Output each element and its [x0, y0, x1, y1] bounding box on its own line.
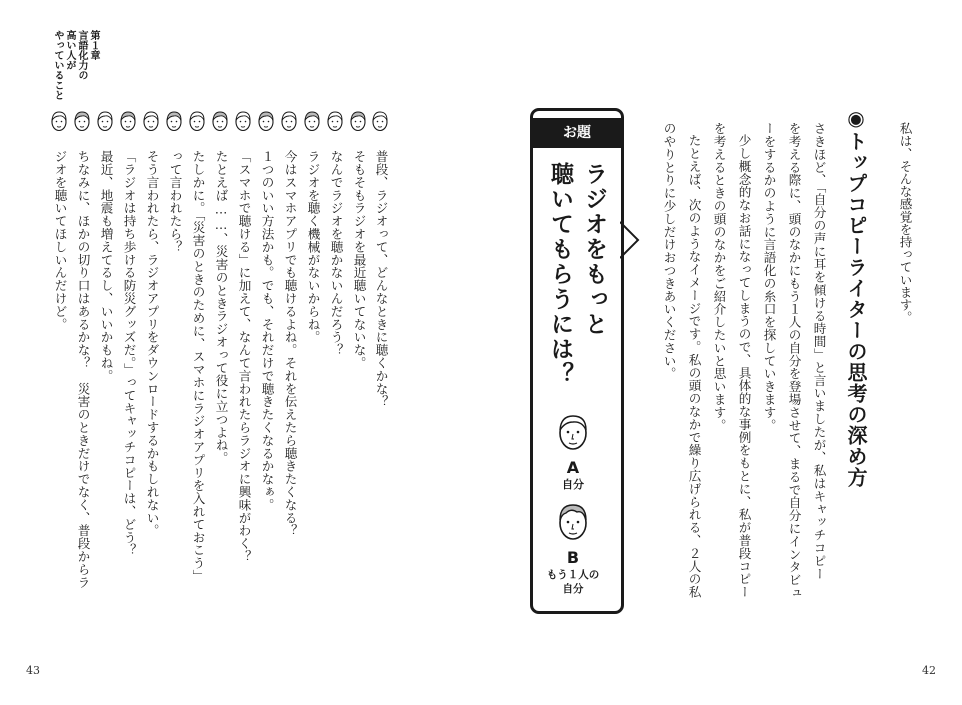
body-line: ーをするかのように言語化の糸口を探していきます。: [761, 122, 777, 432]
chapter-title-line: 言語化力の: [76, 30, 87, 80]
page-number-left: 43: [26, 664, 40, 677]
dialogue-line: そもそもラジオを最近聴いてないな。: [351, 150, 367, 370]
dialogue-line: 普段、ラジオって、どんなときに聴くかな？: [373, 150, 389, 408]
face-b-icon: [165, 110, 183, 132]
body-line: を考えるときの頭のなかをご紹介したいと思います。: [711, 122, 727, 432]
odai-tag-label: お題: [563, 125, 591, 141]
face-b-icon: [349, 110, 367, 132]
face-b-icon: [303, 110, 321, 132]
person-b-label-line: もう１人の: [546, 569, 600, 581]
face-b-icon: [73, 110, 91, 132]
dialogue-line: たしかに。「災害のときのために、スマホにラジオアプリを入れておこう」: [190, 150, 206, 583]
body-line: を考える際に、頭のなかにもう１人の自分を登場させて、まるで自分にインタビュ: [786, 122, 802, 600]
odai-title-line: 聴いてもらうには？: [547, 162, 573, 387]
page-number-right: 42: [922, 664, 936, 677]
body-line: さきほど、「自分の声に耳を傾ける時間」と言いましたが、私はキャッチコピー: [811, 122, 827, 581]
person-b-label-line: 自分: [562, 583, 584, 595]
person-a-letter: A: [566, 458, 580, 477]
odai-title-line: ラジオをもっと: [581, 162, 607, 337]
face-a-icon: [371, 110, 389, 132]
intro-text: 私は、そんな感覚を持っています。: [897, 122, 913, 324]
body-line: たとえば、次のようなイメージです。私の頭のなかで繰り広げられる、２人の私: [686, 134, 702, 599]
face-a-icon: [280, 110, 298, 132]
chapter-number: 第１章: [88, 30, 99, 60]
face-b-icon: [257, 110, 275, 132]
face-a-icon: [50, 110, 68, 132]
dialogue-line: ラジオを聴く機械がないからね。: [305, 150, 321, 344]
dialogue-line: なんでラジオを聴かないんだろう？: [328, 150, 344, 357]
face-a-icon: [555, 410, 591, 452]
person-b-letter: B: [566, 548, 580, 567]
dialogue-line: 最近、地震も増えてるし、いいかもね。: [98, 150, 114, 383]
dialogue-line: ちなみに、ほかの切り口はあるかな？ 災害のときだけでなく、普段からラ: [75, 150, 91, 589]
dialogue-line: って言われたら？: [167, 150, 183, 254]
face-a-icon: [96, 110, 114, 132]
body-line: のやりとりに少しだけおつきあいください。: [661, 122, 677, 380]
face-a-icon: [234, 110, 252, 132]
face-b-icon: [119, 110, 137, 132]
dialogue-line: 「スマホで聴ける」に加えて、なんて言われたらラジオに興味がわく？: [236, 150, 252, 563]
face-a-icon: [188, 110, 206, 132]
face-b-icon: [555, 500, 591, 542]
chapter-title-line: 高い人が: [64, 30, 75, 70]
person-a-label: 自分: [562, 478, 584, 491]
face-a-icon: [142, 110, 160, 132]
body-line: 少し概念的なお話になってしまうので、具体的な事例をもとに、私が普段コピー: [736, 134, 752, 599]
dialogue-line: 今はスマホアプリでも聴けるよね。それを伝えたら聴きたくなる？: [282, 150, 298, 537]
box-pointer-icon: [620, 220, 642, 260]
section-heading: ◉トップコピーライターの思考の深め方: [844, 106, 868, 488]
dialogue-line: たとえば……、災害のときラジオって役に立つよね。: [213, 150, 229, 465]
face-a-icon: [326, 110, 344, 132]
dialogue-line: そう言われたら、ラジオアプリをダウンロードするかもしれない。: [144, 150, 160, 537]
chapter-title-line: やっていること: [52, 30, 63, 100]
dialogue-line: １つのいい方法かも。でも、それだけで聴きたくなるかなぁ。: [259, 150, 275, 512]
dialogue-line: 「ラジオは持ち歩ける防災グッズだ。」ってキャッチコピーは、どう？: [121, 150, 137, 557]
face-b-icon: [211, 110, 229, 132]
dialogue-line: ジオを聴いてほしいんだけど。: [52, 150, 68, 331]
